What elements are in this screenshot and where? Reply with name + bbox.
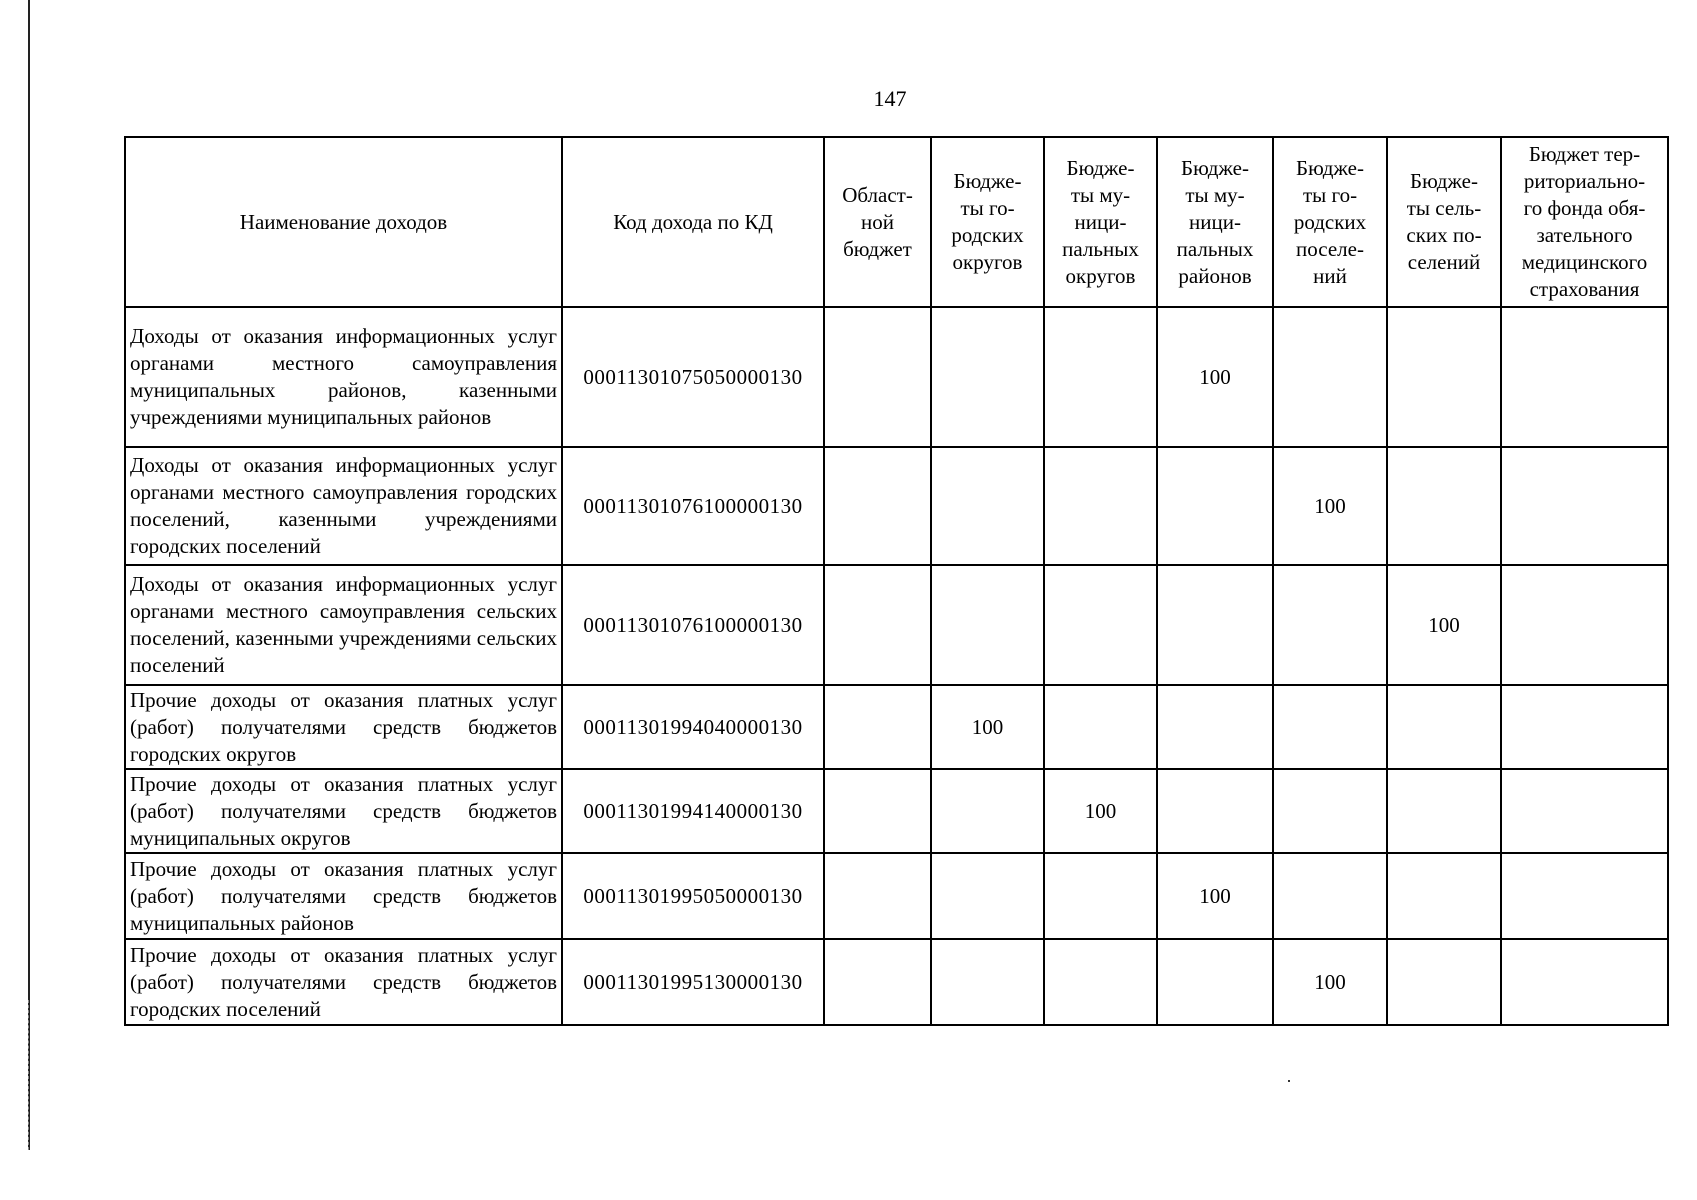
share-cell-municipal-area bbox=[1157, 939, 1273, 1025]
share-cell-rural-settlement bbox=[1387, 307, 1501, 447]
income-code-cell: 00011301994040000130 bbox=[562, 685, 824, 769]
share-cell-municipal-district bbox=[1044, 307, 1157, 447]
header-health-insurance-fund-budget: Бюджет тер- риториально- го фонда обя- зательного медицинского страхования bbox=[1501, 137, 1668, 307]
page-number: 147 bbox=[873, 86, 907, 111]
header-income-code: Код дохода по КД bbox=[562, 137, 824, 307]
income-code-cell: 00011301994140000130 bbox=[562, 769, 824, 853]
share-cell-city-district bbox=[931, 853, 1044, 939]
share-cell-city-district bbox=[931, 565, 1044, 685]
share-cell-municipal-area bbox=[1157, 447, 1273, 565]
share-cell-municipal-area bbox=[1157, 565, 1273, 685]
binding-margin-line bbox=[28, 0, 30, 1150]
share-cell-municipal-district: 100 bbox=[1044, 769, 1157, 853]
share-cell-urban-settlement: 100 bbox=[1273, 447, 1387, 565]
share-cell-insurance-fund bbox=[1501, 447, 1668, 565]
share-cell-insurance-fund bbox=[1501, 565, 1668, 685]
income-name-cell: Доходы от оказания информационных услуг органами местного самоуправления городских поселений, казенными учреждениями городских поселений bbox=[125, 447, 562, 565]
income-name-cell: Прочие доходы от оказания платных услуг (работ) получателями средств бюджетов городских округов bbox=[125, 685, 562, 769]
income-code-cell: 00011301995050000130 bbox=[562, 853, 824, 939]
share-cell-municipal-area: 100 bbox=[1157, 307, 1273, 447]
income-code-cell: 00011301076100000130 bbox=[562, 565, 824, 685]
share-cell-municipal-district bbox=[1044, 685, 1157, 769]
table-header-row bbox=[125, 137, 1668, 307]
table-row bbox=[125, 769, 1668, 853]
share-cell-insurance-fund bbox=[1501, 939, 1668, 1025]
header-income-name: Наименование доходов bbox=[125, 137, 562, 307]
income-name-cell: Доходы от оказания информационных услуг органами местного самоуправления муниципальных районов, казенными учреждениями муниципальных районов bbox=[125, 307, 562, 447]
table-row bbox=[125, 447, 1668, 565]
share-cell-regional bbox=[824, 769, 931, 853]
share-cell-insurance-fund bbox=[1501, 685, 1668, 769]
share-cell-urban-settlement bbox=[1273, 685, 1387, 769]
share-cell-rural-settlement bbox=[1387, 685, 1501, 769]
share-cell-rural-settlement bbox=[1387, 939, 1501, 1025]
share-cell-municipal-district bbox=[1044, 565, 1157, 685]
income-name-cell: Доходы от оказания информационных услуг органами местного самоуправления сельских поселений, казенными учреждениями сельских поселений bbox=[125, 565, 562, 685]
header-regional-budget: Област- ной бюджет bbox=[824, 137, 931, 307]
share-cell-rural-settlement: 100 bbox=[1387, 565, 1501, 685]
share-cell-rural-settlement bbox=[1387, 447, 1501, 565]
scan-speck bbox=[1288, 1080, 1290, 1082]
header-municipal-area-budgets: Бюдже- ты му- ници- пальных районов bbox=[1157, 137, 1273, 307]
share-cell-urban-settlement bbox=[1273, 769, 1387, 853]
share-cell-insurance-fund bbox=[1501, 853, 1668, 939]
share-cell-regional bbox=[824, 853, 931, 939]
table-row bbox=[125, 685, 1668, 769]
income-distribution-table bbox=[124, 136, 1669, 1026]
table-row bbox=[125, 853, 1668, 939]
share-cell-city-district: 100 bbox=[931, 685, 1044, 769]
share-cell-regional bbox=[824, 565, 931, 685]
share-cell-insurance-fund bbox=[1501, 769, 1668, 853]
share-cell-municipal-district bbox=[1044, 853, 1157, 939]
share-cell-city-district bbox=[931, 307, 1044, 447]
table-row bbox=[125, 565, 1668, 685]
share-cell-municipal-district bbox=[1044, 939, 1157, 1025]
income-name-cell: Прочие доходы от оказания платных услуг (работ) получателями средств бюджетов муниципальных округов bbox=[125, 769, 562, 853]
share-cell-urban-settlement bbox=[1273, 853, 1387, 939]
share-cell-urban-settlement: 100 bbox=[1273, 939, 1387, 1025]
share-cell-municipal-area bbox=[1157, 685, 1273, 769]
share-cell-rural-settlement bbox=[1387, 769, 1501, 853]
income-name-cell: Прочие доходы от оказания платных услуг (работ) получателями средств бюджетов городских поселений bbox=[125, 939, 562, 1025]
share-cell-regional bbox=[824, 685, 931, 769]
share-cell-insurance-fund bbox=[1501, 307, 1668, 447]
margin-dash-line bbox=[28, 1000, 29, 1150]
share-cell-regional bbox=[824, 939, 931, 1025]
header-urban-settlement-budgets: Бюдже- ты го- родских поселе- ний bbox=[1273, 137, 1387, 307]
share-cell-municipal-area: 100 bbox=[1157, 853, 1273, 939]
income-code-cell: 00011301076100000130 bbox=[562, 447, 824, 565]
share-cell-municipal-district bbox=[1044, 447, 1157, 565]
table-row bbox=[125, 307, 1668, 447]
income-name-cell: Прочие доходы от оказания платных услуг (работ) получателями средств бюджетов муниципальных районов bbox=[125, 853, 562, 939]
share-cell-urban-settlement bbox=[1273, 565, 1387, 685]
header-municipal-district-budgets: Бюдже- ты му- ници- пальных округов bbox=[1044, 137, 1157, 307]
header-city-district-budgets: Бюдже- ты го- родских округов bbox=[931, 137, 1044, 307]
income-code-cell: 00011301995130000130 bbox=[562, 939, 824, 1025]
header-rural-settlement-budgets: Бюдже- ты сель- ских по- селений bbox=[1387, 137, 1501, 307]
share-cell-regional bbox=[824, 307, 931, 447]
share-cell-city-district bbox=[931, 939, 1044, 1025]
share-cell-regional bbox=[824, 447, 931, 565]
share-cell-city-district bbox=[931, 447, 1044, 565]
share-cell-urban-settlement bbox=[1273, 307, 1387, 447]
share-cell-city-district bbox=[931, 769, 1044, 853]
income-code-cell: 00011301075050000130 bbox=[562, 307, 824, 447]
share-cell-rural-settlement bbox=[1387, 853, 1501, 939]
share-cell-municipal-area bbox=[1157, 769, 1273, 853]
table-row bbox=[125, 939, 1668, 1025]
